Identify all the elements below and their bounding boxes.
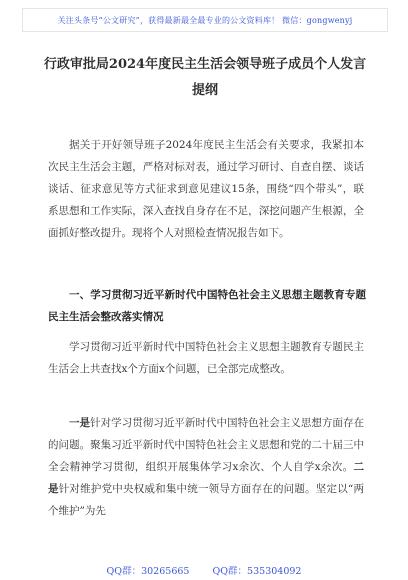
section-1-paragraph: 学习贯彻习近平新时代中国特色社会主义思想主题教育专题民主生活会上共查找x个方面x个问题，已全部完成整改。 [48,341,364,375]
intro-paragraph: 据关于开好领导班子2024年度民主生活会有关要求，我紧扣本次民主生活会主题，严格对标对表，通过学习研讨、自查自摆、谈话谈话、征求意见等方式征求到意见建议15条，围绕“四个带头”，联系思想和工作实际，深入查找自身存在不足，深挖问题产生根源，全面抓好整改提升。现将个人对照检查情况报告如下。 [48,139,364,239]
section-1-heading: 一、学习贯彻习近平新时代中国特色社会主义思想主题教育专题民主生活会整改落实情况 [48,289,366,323]
point-2-text: 针对维护党中央权威和集中统一领导方面存在的问题。坚定以“两个维护”为先 [48,483,364,517]
footer [0,563,408,577]
document-title: 行政审批局2024年度民主生活会领导班子成员个人发言提纲 [43,57,367,98]
footer-qq-1: QQ群：30265665 [106,566,190,577]
top-banner [22,8,388,32]
point-paragraph [48,412,364,522]
footer-qq-2: QQ群：535304092 [212,566,302,577]
banner-text: 关注头条号“公文研究”，获得最新最全最专业的公文资料库！ 微信：gongwenyj [57,15,353,25]
point-2-label: 二是 [48,461,364,495]
point-1-label: 一是 [69,417,91,429]
point-1-text: 针对学习贯彻习近平新时代中国特色社会主义思想方面存在的问题。聚集习近平新时代中国特色社会主义思想和党的二十届三中全会精神学习贯彻，组织开展集体学习x余次、个人自学x余次。 [48,417,365,473]
